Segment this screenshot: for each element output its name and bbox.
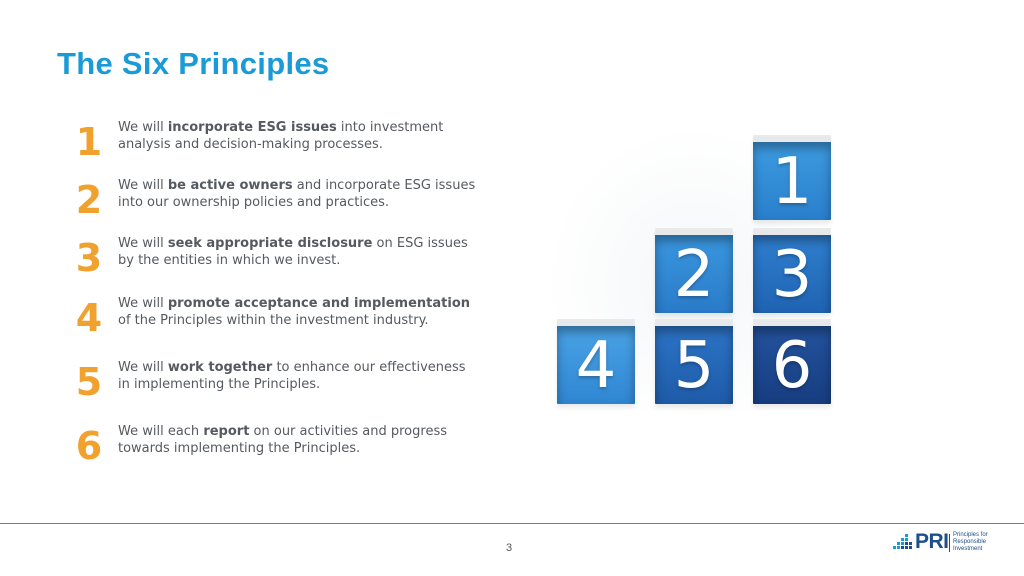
principle-text: [118, 119, 498, 153]
principle-number: 1: [75, 120, 103, 164]
block-5: [655, 321, 733, 404]
block-label: 4: [575, 329, 617, 403]
principle-text-pre: We will: [118, 178, 168, 193]
pri-logo-sub-line: Principles for: [953, 532, 988, 538]
principle-item-5: [72, 360, 492, 404]
principle-number: 4: [75, 296, 103, 340]
principle-text-pre: We will: [118, 296, 168, 311]
principle-text-pre: We will: [118, 236, 168, 251]
principle-number: 3: [75, 236, 103, 280]
principle-text: [118, 359, 498, 393]
block-label: 3: [771, 238, 813, 312]
principle-text-pre: We will each: [118, 424, 204, 439]
block-6: [753, 321, 831, 404]
block-2: [655, 230, 733, 313]
block-4: [557, 321, 635, 404]
principle-text: [118, 235, 498, 269]
principle-text-line2: of the Principles within the investment industry.: [118, 313, 429, 328]
principle-number: 5: [75, 360, 103, 404]
block-label: 2: [673, 238, 715, 312]
principle-text-bold: work together: [167, 360, 273, 375]
principle-text: [118, 423, 498, 457]
principle-text-post: on our activities and progress: [249, 424, 447, 439]
principle-text-line2: in implementing the Principles.: [118, 377, 321, 392]
pri-logo-sub-line: Responsible: [953, 539, 987, 545]
page-number: 3: [506, 542, 513, 554]
principle-text-bold: seek appropriate disclosure: [167, 236, 373, 251]
principle-item-6: [72, 424, 492, 468]
principle-text-post: to enhance our effectiveness: [272, 360, 466, 375]
block-3: [753, 230, 831, 313]
principle-item-3: [72, 236, 492, 280]
footer-divider: [0, 523, 1024, 524]
principle-text-line2: towards implementing the Principles.: [118, 441, 361, 456]
principle-text: [118, 177, 498, 211]
principle-text-pre: We will: [118, 360, 168, 375]
pri-logo-separator: [949, 534, 950, 552]
block-1: [753, 137, 831, 220]
principle-item-2: [72, 178, 492, 222]
principle-text-bold: be active owners: [167, 178, 293, 193]
pri-logo: [893, 531, 1003, 555]
pri-logo-icon: [893, 534, 915, 552]
block-label: 5: [673, 329, 715, 403]
principle-number: 6: [75, 424, 103, 468]
pri-logo-text: PRI: [915, 530, 949, 553]
principle-text-bold: incorporate ESG issues: [167, 120, 337, 135]
pri-logo-subtitle: [953, 532, 1003, 553]
numbered-blocks-illustration: [545, 125, 845, 410]
principle-text-line2: into our ownership policies and practices.: [118, 195, 390, 210]
principle-text-post: and incorporate ESG issues: [292, 178, 476, 193]
principle-text-bold: report: [203, 424, 250, 439]
principle-text-pre: We will: [118, 120, 168, 135]
principle-item-4: [72, 296, 492, 340]
principle-text: [118, 295, 498, 329]
principle-text-line2: analysis and decision-making processes.: [118, 137, 383, 152]
block-label: 1: [771, 145, 813, 219]
principle-item-1: [72, 120, 492, 164]
pri-logo-sub-line: Investment: [953, 546, 983, 552]
block-label: 6: [771, 329, 813, 403]
page-title: The Six Principles: [57, 46, 330, 81]
principle-text-line2: by the entities in which we invest.: [118, 253, 341, 268]
principle-number: 2: [75, 178, 103, 222]
principle-text-post: into investment: [336, 120, 444, 135]
principle-text-bold: promote acceptance and implementation: [167, 296, 471, 311]
principle-text-post: on ESG issues: [372, 236, 468, 251]
